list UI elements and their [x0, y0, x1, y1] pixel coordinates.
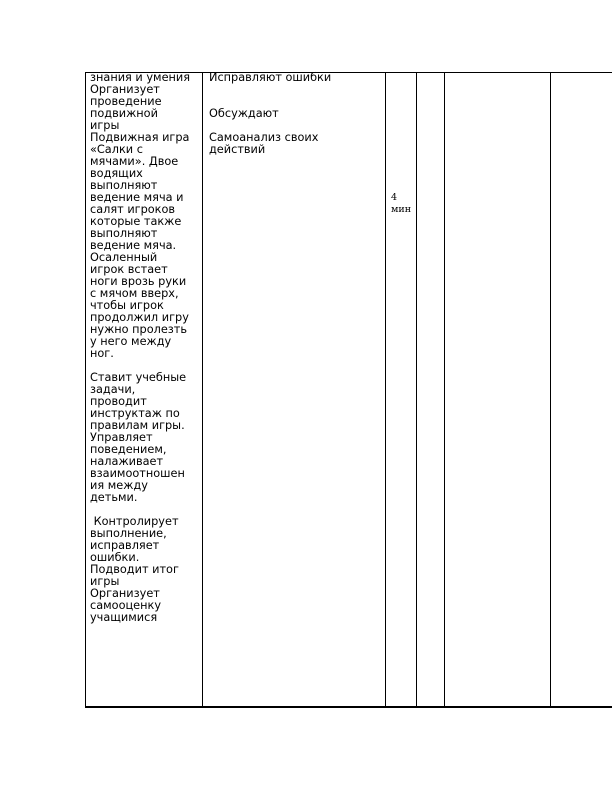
- teacher-activity-line: правилам игры.: [90, 419, 185, 432]
- teacher-activity-line: мячами». Двое: [90, 155, 179, 168]
- table-column-divider: [202, 72, 203, 707]
- teacher-activity-cell: [90, 72, 190, 624]
- time-unit: мин: [391, 204, 412, 215]
- teacher-activity-line: «Салки с: [90, 143, 143, 156]
- table-column-divider: [444, 72, 445, 707]
- teacher-activity-line: взаимоотношен: [90, 467, 185, 480]
- teacher-activity-line: исправляет: [90, 539, 160, 552]
- teacher-activity-line: знания и умения: [90, 71, 191, 84]
- teacher-activity-line: Подвижная игра: [90, 131, 190, 144]
- teacher-activity-line: Осаленный: [90, 251, 158, 264]
- teacher-activity-line: выполняют: [90, 227, 158, 240]
- teacher-activity-line: салят игроков: [90, 203, 176, 216]
- teacher-activity-line: налаживает: [90, 455, 164, 468]
- teacher-activity-line: которые также: [90, 215, 182, 228]
- table-column-divider: [416, 72, 417, 707]
- student-activity-cell: [209, 72, 331, 156]
- teacher-activity-line: подвижной: [90, 107, 158, 120]
- table-bottom-border: [85, 706, 612, 708]
- teacher-activity-line: инструктаж по: [90, 407, 180, 420]
- teacher-activity-line: у него между: [90, 335, 172, 348]
- teacher-activity-line: задачи,: [90, 383, 136, 396]
- teacher-activity-line: с мячом вверх,: [90, 287, 179, 300]
- teacher-activity-line: водящих: [90, 167, 143, 180]
- teacher-activity-line: учащимися: [90, 611, 158, 624]
- teacher-activity-line: Организует: [90, 83, 160, 96]
- teacher-activity-line: Контролирует: [90, 515, 179, 528]
- teacher-activity-line: проводит: [90, 395, 147, 408]
- student-activity-line: [209, 84, 331, 96]
- teacher-activity-line: Управляет: [90, 431, 153, 444]
- teacher-activity-line: ошибки.: [90, 551, 140, 564]
- teacher-activity-line: Организует: [90, 587, 160, 600]
- teacher-activity-line: ведение мяча и: [90, 191, 184, 204]
- table-column-divider: [85, 72, 86, 707]
- teacher-activity-line: проведение: [90, 95, 162, 108]
- teacher-activity-line: продолжил игру: [90, 311, 189, 324]
- teacher-activity-line: игры: [90, 575, 120, 588]
- time-value: 4: [391, 192, 398, 203]
- teacher-activity-line: игры: [90, 119, 120, 132]
- time-cell: [391, 192, 411, 216]
- table-column-divider: [385, 72, 386, 707]
- teacher-activity-line: ноги врозь руки: [90, 275, 187, 288]
- teacher-activity-line: Подводит итог: [90, 563, 179, 576]
- lesson-table: [85, 72, 612, 707]
- teacher-activity-line: игрок встает: [90, 263, 168, 276]
- teacher-activity-line: ия между: [90, 479, 148, 492]
- teacher-activity-line: самооценку: [90, 599, 162, 612]
- table-column-divider: [550, 72, 551, 707]
- teacher-activity-line: нужно пролезть: [90, 323, 188, 336]
- teacher-activity-line: чтобы игрок: [90, 299, 164, 312]
- teacher-activity-line: выполнение,: [90, 527, 167, 540]
- student-activity-line: действий: [209, 143, 266, 156]
- teacher-activity-line: поведением,: [90, 443, 167, 456]
- teacher-activity-line: ведение мяча.: [90, 239, 177, 252]
- student-activity-line: Обсуждают: [209, 107, 279, 120]
- teacher-activity-line: выполняют: [90, 179, 158, 192]
- teacher-activity-line: ног.: [90, 347, 114, 360]
- student-activity-line: Исправляют ошибки: [209, 71, 332, 84]
- student-activity-line: Самоанализ своих: [209, 131, 319, 144]
- teacher-activity-line: детьми.: [90, 491, 138, 504]
- teacher-activity-line: Ставит учебные: [90, 371, 187, 384]
